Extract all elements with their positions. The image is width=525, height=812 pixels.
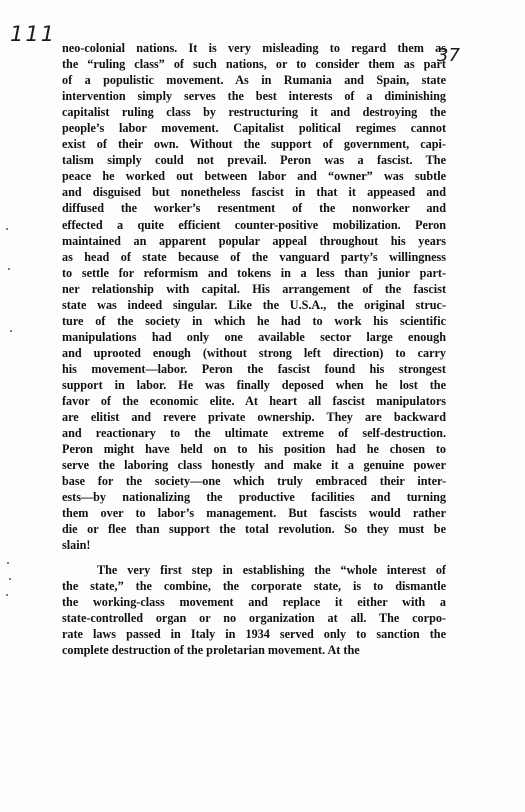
text-line: as head of state because of the vanguard party’s willingness xyxy=(62,249,446,264)
paragraph xyxy=(62,40,446,554)
text-line: state was indeed singular. Like the U.S.A., the original struc- xyxy=(62,297,446,312)
text-line: favor of the economic elite. At heart all fascist manipulators xyxy=(62,394,446,409)
text-line: intervention simply serves the best interests of a diminishing xyxy=(62,89,446,104)
text-line: ner relationship with capital. His arrangement of the fascist xyxy=(62,281,446,296)
text-line: peace he worked out between labor and “owner” was subtle xyxy=(62,169,446,184)
text-line: ests—by nationalizing the productive facilities and turning xyxy=(62,490,446,505)
text-line: talism simply could not prevail. Peron was a fascist. The xyxy=(62,153,446,168)
text-line: base for the society—one which truly embraced their inter- xyxy=(62,474,446,489)
text-line: and disguised but nonetheless fascist in that it appeased and xyxy=(62,185,446,200)
text-line: capitalist ruling class by restructuring it and destroying the xyxy=(62,105,446,120)
text-line: diffused the worker’s resentment of the nonworker and xyxy=(62,201,446,216)
text-line: the state,” the combine, the corporate state, is to dismantle xyxy=(62,578,446,593)
scan-speck xyxy=(9,578,11,580)
handwritten-page-number-right: 37 xyxy=(437,45,460,66)
scan-speck xyxy=(8,268,10,270)
text-line: die or flee than support the total revolution. So they must be xyxy=(62,522,446,537)
text-line: to settle for reformism and tokens in a less than junior part- xyxy=(62,265,446,280)
text-line: them over to labor’s management. But fascists would rather xyxy=(62,506,446,521)
text-line: The very first step in establishing the “whole interest of xyxy=(97,562,446,577)
text-line: complete destruction of the proletarian movement. At the xyxy=(62,642,360,657)
paragraph xyxy=(62,562,446,658)
text-line: neo-colonial nations. It is very misleading to regard them as xyxy=(62,41,446,55)
text-line: slain! xyxy=(62,538,91,553)
text-line: ture of the society in which he had to work his scientific xyxy=(62,313,446,328)
scan-speck xyxy=(10,330,12,332)
text-line: rate laws passed in Italy in 1934 served only to sanction the xyxy=(62,626,446,641)
text-line: state-controlled organ or no organization at all. The corpo- xyxy=(62,610,446,625)
text-line: effected a quite efficient counter-positive mobilization. Peron xyxy=(62,217,446,232)
text-line: of a populistic movement. As in Rumania and Spain, state xyxy=(62,73,446,88)
text-line: exist of their own. Without the support of government, capi- xyxy=(62,137,446,152)
text-line: Peron might have held on to his position had he chosen to xyxy=(62,442,446,457)
scan-speck xyxy=(6,594,8,596)
text-line: the working-class movement and replace it either with a xyxy=(62,594,446,609)
scan-speck xyxy=(7,562,9,564)
text-line: the “ruling class” of such nations, or to consider them as part xyxy=(62,57,446,72)
text-line: manipulations had only one available sector large enough xyxy=(62,329,446,344)
text-line: people’s labor movement. Capitalist political regimes cannot xyxy=(62,121,446,136)
body-text xyxy=(62,40,446,658)
text-line: are elitist and revere private ownership. They are backward xyxy=(62,410,446,425)
text-line: and uprooted enough (without strong left direction) to carry xyxy=(62,345,446,360)
text-line: maintained an apparent popular appeal throughout his years xyxy=(62,233,446,248)
text-line: serve the laboring class honestly and make it a genuine power xyxy=(62,458,446,473)
text-line: support in labor. He was finally deposed when he lost the xyxy=(62,377,446,392)
scan-speck xyxy=(6,228,8,230)
handwritten-page-number: 111 xyxy=(10,22,57,46)
text-line: his movement—labor. Peron the fascist found his strongest xyxy=(62,361,446,376)
text-line: and reactionary to the ultimate extreme of self-destruction. xyxy=(62,426,446,441)
